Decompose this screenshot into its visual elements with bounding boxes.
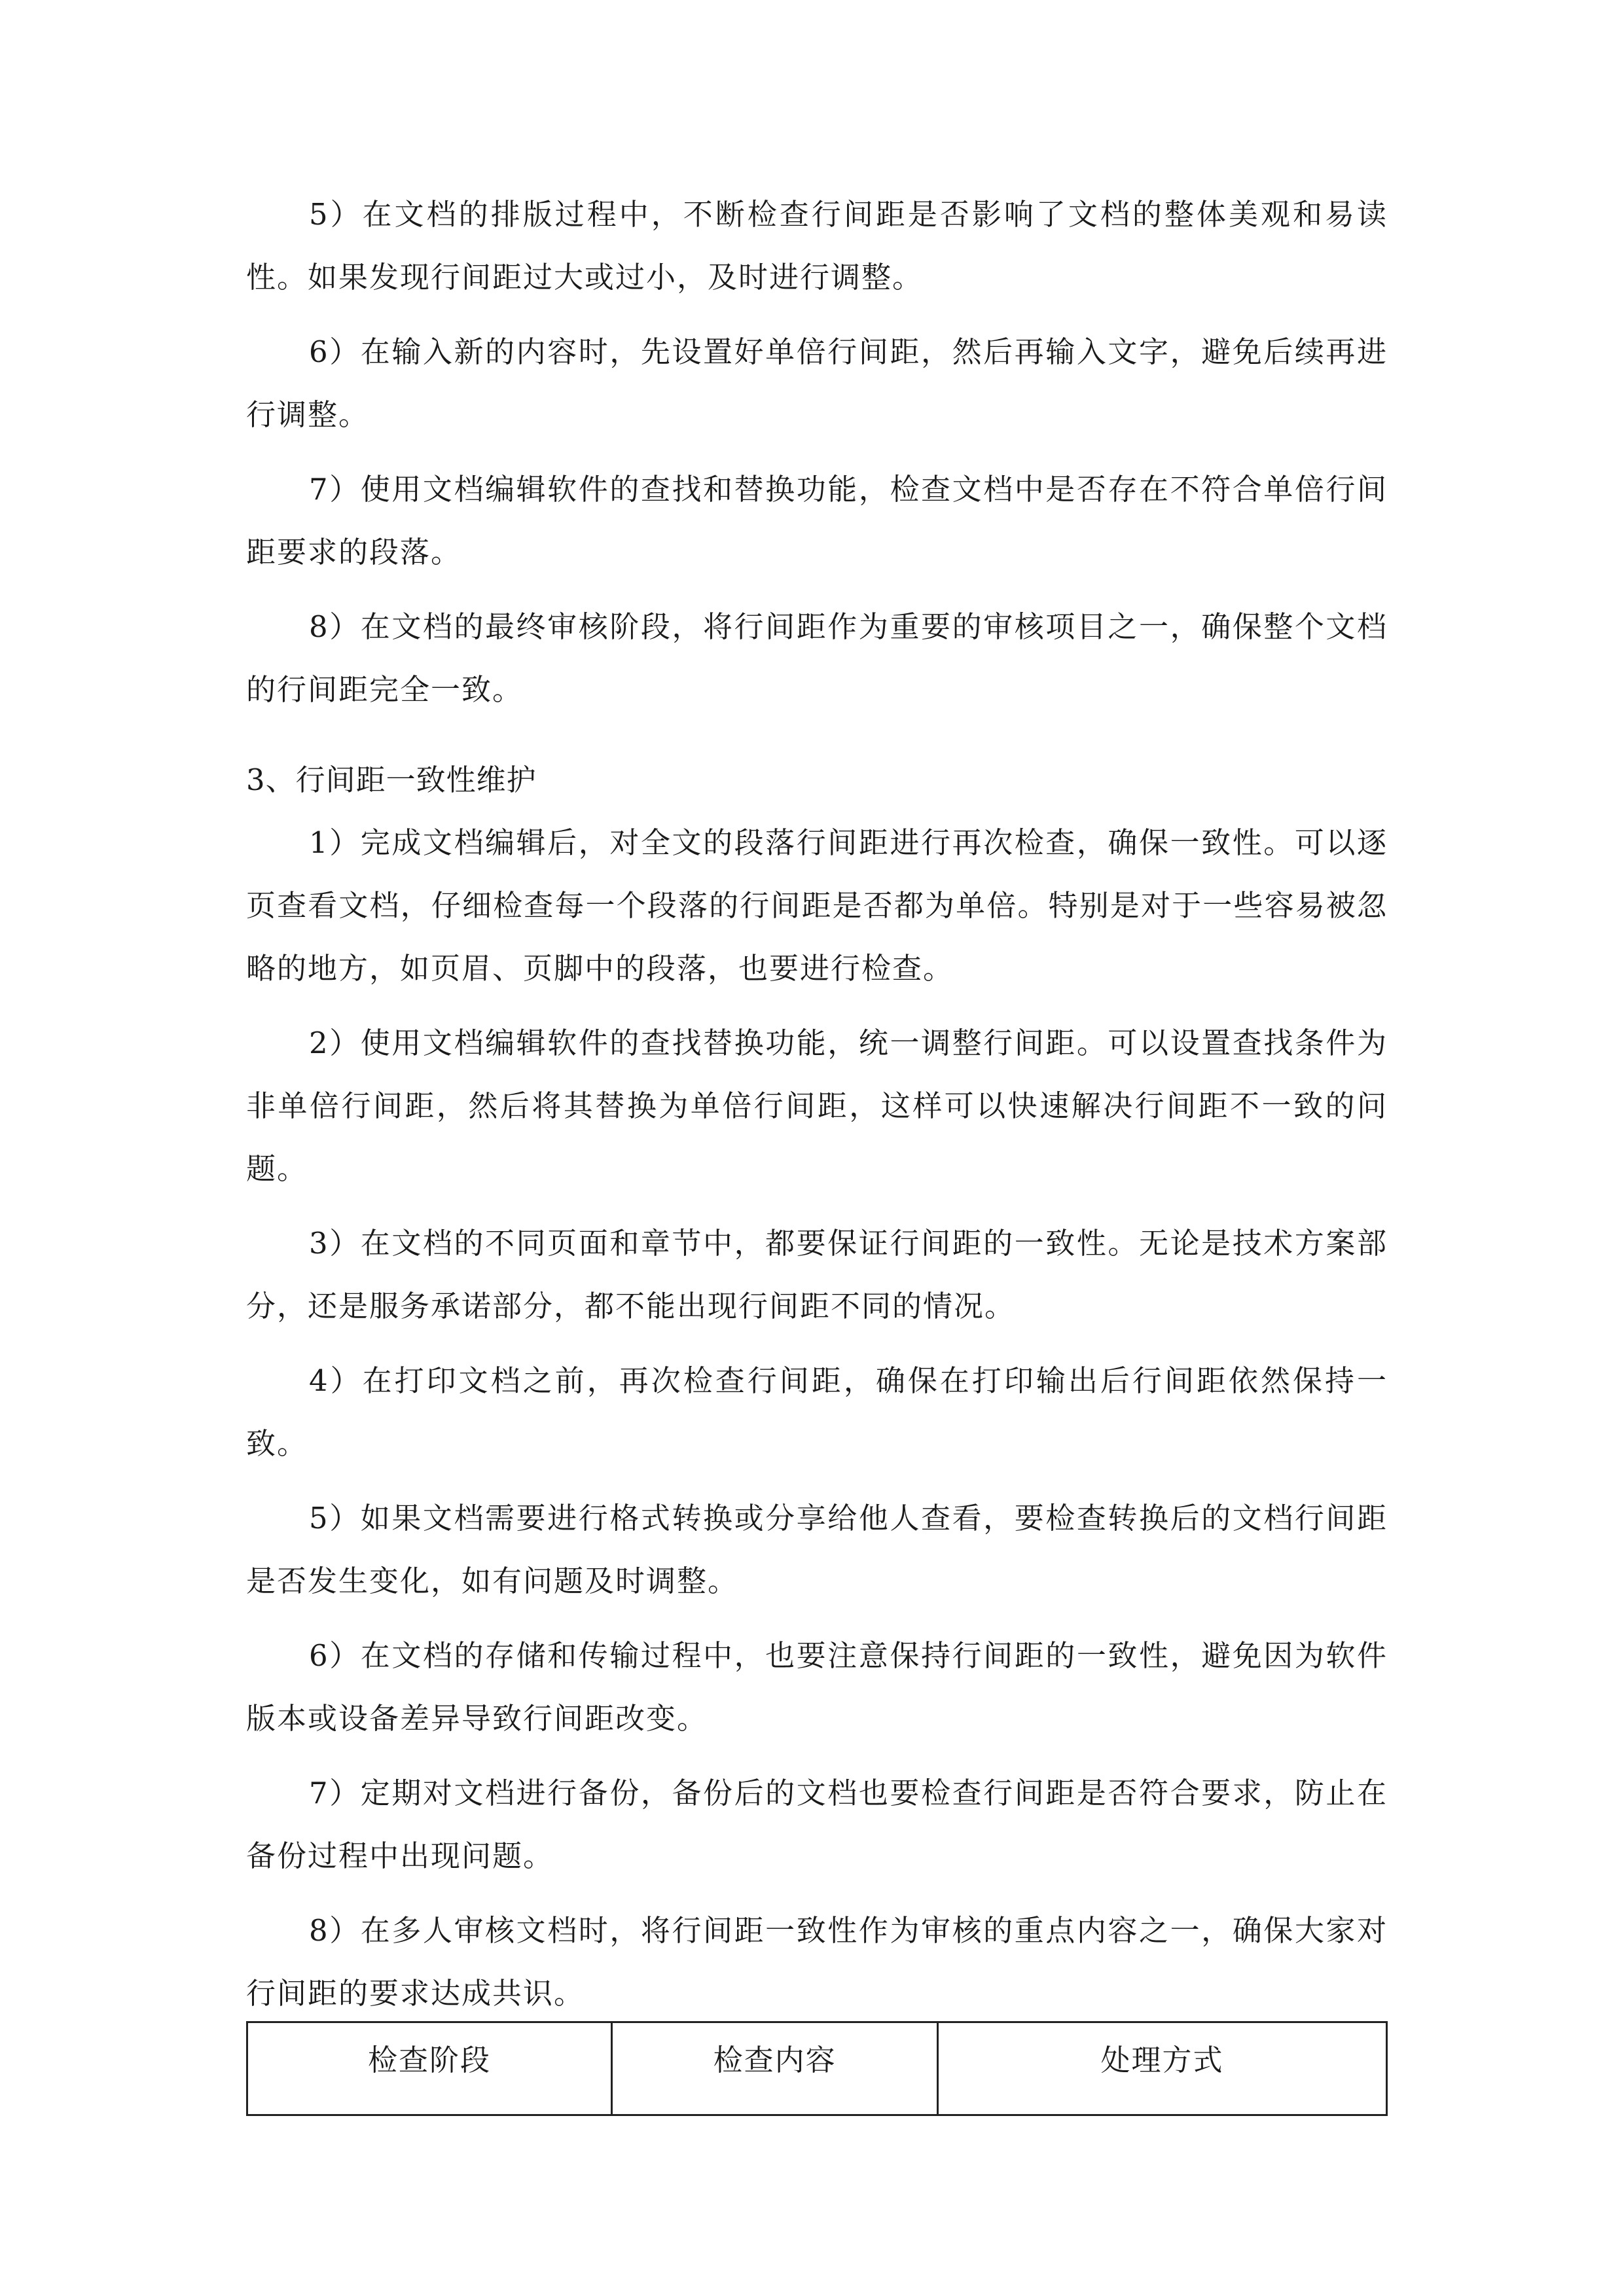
- paragraph: 4）在打印文档之前，再次检查行间距，确保在打印输出后行间距依然保持一致。: [246, 1363, 1388, 1461]
- paragraph: 2）使用文档编辑软件的查找替换功能，统一调整行间距。可以设置查找条件为非单倍行间距，然后将其替换为单倍行间距，这样可以快速解决行间距不一致的问题。: [246, 1026, 1388, 1186]
- paragraph: 3）在文档的不同页面和章节中，都要保证行间距的一致性。无论是技术方案部分，还是服务承诺部分，都不能出现行间距不同的情况。: [246, 1226, 1388, 1323]
- document-page: [246, 183, 1388, 2025]
- paragraph: 5）如果文档需要进行格式转换或分享给他人查看，要检查转换后的文档行间距是否发生变化，如有问题及时调整。: [246, 1501, 1388, 1598]
- paragraph: 7）定期对文档进行备份，备份后的文档也要检查行间距是否符合要求，防止在备份过程中出现问题。: [246, 1776, 1388, 1873]
- table-header-row: [247, 2022, 1387, 2115]
- section-heading: 3、行间距一致性维护: [246, 762, 537, 797]
- paragraph: 5）在文档的排版过程中，不断检查行间距是否影响了文档的整体美观和易读性。如果发现行间距过大或过小，及时进行调整。: [246, 197, 1388, 295]
- paragraph: 1）完成文档编辑后，对全文的段落行间距进行再次检查，确保一致性。可以逐页查看文档，仔细检查每一个段落的行间距是否都为单倍。特别是对于一些容易被忽略的地方，如页眉、页脚中的段落，也要进行检查。: [246, 825, 1388, 986]
- paragraph: 6）在输入新的内容时，先设置好单倍行间距，然后再输入文字，避免后续再进行调整。: [246, 334, 1388, 432]
- table-header-cell: 检查阶段: [247, 2022, 612, 2115]
- paragraph: 8）在多人审核文档时，将行间距一致性作为审核的重点内容之一，确保大家对行间距的要求达成共识。: [246, 1913, 1388, 2011]
- table-header-cell: 检查内容: [612, 2022, 938, 2115]
- table-header-cell: 处理方式: [938, 2022, 1387, 2115]
- paragraph: 8）在文档的最终审核阶段，将行间距作为重要的审核项目之一，确保整个文档的行间距完全一致。: [246, 609, 1388, 707]
- paragraph: 7）使用文档编辑软件的查找和替换功能，检查文档中是否存在不符合单倍行间距要求的段落。: [246, 472, 1388, 569]
- paragraph: 6）在文档的存储和传输过程中，也要注意保持行间距的一致性，避免因为软件版本或设备差异导致行间距改变。: [246, 1638, 1388, 1736]
- check-table: [246, 2021, 1388, 2116]
